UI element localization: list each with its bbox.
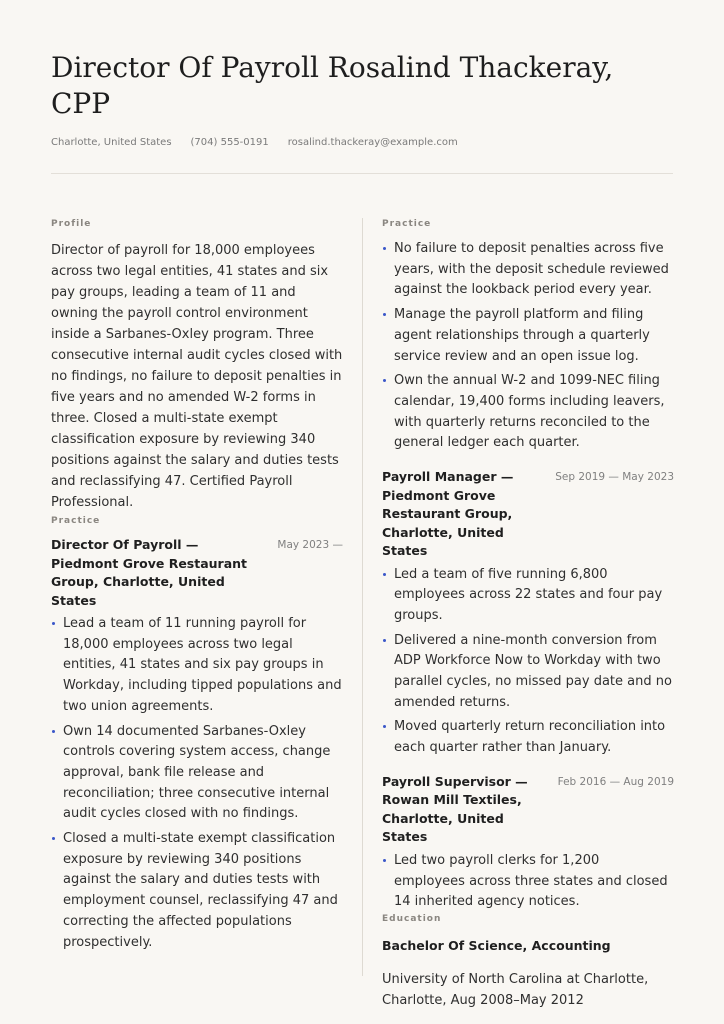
section-label-practice: Practice: [382, 219, 432, 229]
job-bullets: [382, 851, 674, 913]
section-label-education: Education: [382, 913, 442, 924]
job-header: [382, 468, 674, 561]
bullet-icon: [52, 730, 55, 733]
bullet-icon: [383, 313, 386, 316]
list-item: Led two payroll clerks for 1,200 employees across three states and closed 14 inherited agency notices.: [382, 851, 674, 913]
list-item: Led a team of five running 6,800 employees across 22 states and four pay groups.: [382, 565, 674, 627]
job-bullets: [51, 614, 343, 953]
left-column: [51, 218, 343, 953]
job-header: [382, 773, 674, 847]
header-divider: [51, 173, 673, 174]
bullet-icon: [383, 379, 386, 382]
location: Charlotte, United States: [51, 137, 172, 148]
email: rosalind.thackeray@example.com: [287, 137, 458, 148]
section-label-practice: Practice: [51, 516, 101, 526]
job-date: Feb 2016 — Aug 2019: [557, 775, 674, 788]
school: University of North Carolina at Charlotte, Charlotte, Aug 2008–May 2012: [382, 971, 649, 1008]
bullet-icon: [383, 725, 386, 728]
right-column: [382, 218, 674, 1011]
bullet-icon: [52, 837, 55, 840]
contact-line: [51, 137, 458, 148]
list-item: Closed a multi-state exempt classification exposure by reviewing 340 positions against the salary and duties tests with employment counsel, reclassifying 47 and correcting the affected populations prospectively.: [51, 829, 343, 953]
job-title: Payroll Supervisor — Rowan Mill Textiles, Charlotte, United States: [382, 773, 528, 845]
phone: (704) 555-0191: [190, 137, 269, 148]
bullet-icon: [383, 639, 386, 642]
bullet-icon: [383, 859, 386, 862]
job-header: [51, 536, 343, 610]
list-item: Delivered a nine-month conversion from ADP Workforce Now to Workday with two parallel cycles, no missed pay date and no amended returns.: [382, 631, 674, 714]
job-date: Sep 2019 — May 2023: [555, 471, 674, 484]
bullet-icon: [52, 622, 55, 625]
job-date: May 2023 —: [277, 539, 343, 551]
list-item: Own the annual W-2 and 1099-NEC filing calendar, 19,400 forms including leavers, with quarterly returns reconciled to the general ledger each quarter.: [382, 371, 674, 454]
candidate-name: Director Of Payroll Rosalind Thackeray, CPP: [51, 51, 614, 120]
section-label-profile: Profile: [51, 219, 92, 229]
column-divider: [362, 218, 363, 976]
list-item: Lead a team of 11 running payroll for 18,000 employees across two legal entities, 41 states and six pay groups in Workday, including tipped populations and two union agreements.: [51, 614, 343, 718]
job-title: Payroll Manager — Piedmont Grove Restaurant Group, Charlotte, United States: [382, 469, 514, 559]
list-item: No failure to deposit penalties across five years, with the deposit schedule reviewed against the lookback period every year.: [382, 239, 674, 301]
list-item: Moved quarterly return reconciliation into each quarter rather than January.: [382, 717, 674, 758]
list-item: Manage the payroll platform and filing agent relationships through a quarterly service review and an open issue log.: [382, 305, 674, 367]
job-title: Director Of Payroll — Piedmont Grove Restaurant Group, Charlotte, United States: [51, 537, 248, 608]
bullet-icon: [383, 573, 386, 576]
job-bullets: [382, 565, 674, 759]
list-item: Own 14 documented Sarbanes-Oxley controls covering system access, change approval, bank file release and reconciliation; three consecutive internal audit cycles closed with no findings.: [51, 722, 343, 826]
degree: Bachelor Of Science, Accounting: [382, 937, 611, 953]
bullet-icon: [383, 247, 386, 250]
practice-bullets: [382, 239, 674, 454]
profile-text: Director of payroll for 18,000 employees across two legal entities, 41 states and six pay groups, leading a team of 11 and owning the payroll control environment inside a Sarbanes-Oxley program. Three consecutive internal audit cycles closed with no findings, no failure to deposit penalties in five years and no amended W-2 forms in three. Closed a multi-state exempt classification exposure by reviewing 340 positions against the salary and duties tests and reclassifying 47. Certified Payroll Professional.: [51, 243, 343, 510]
